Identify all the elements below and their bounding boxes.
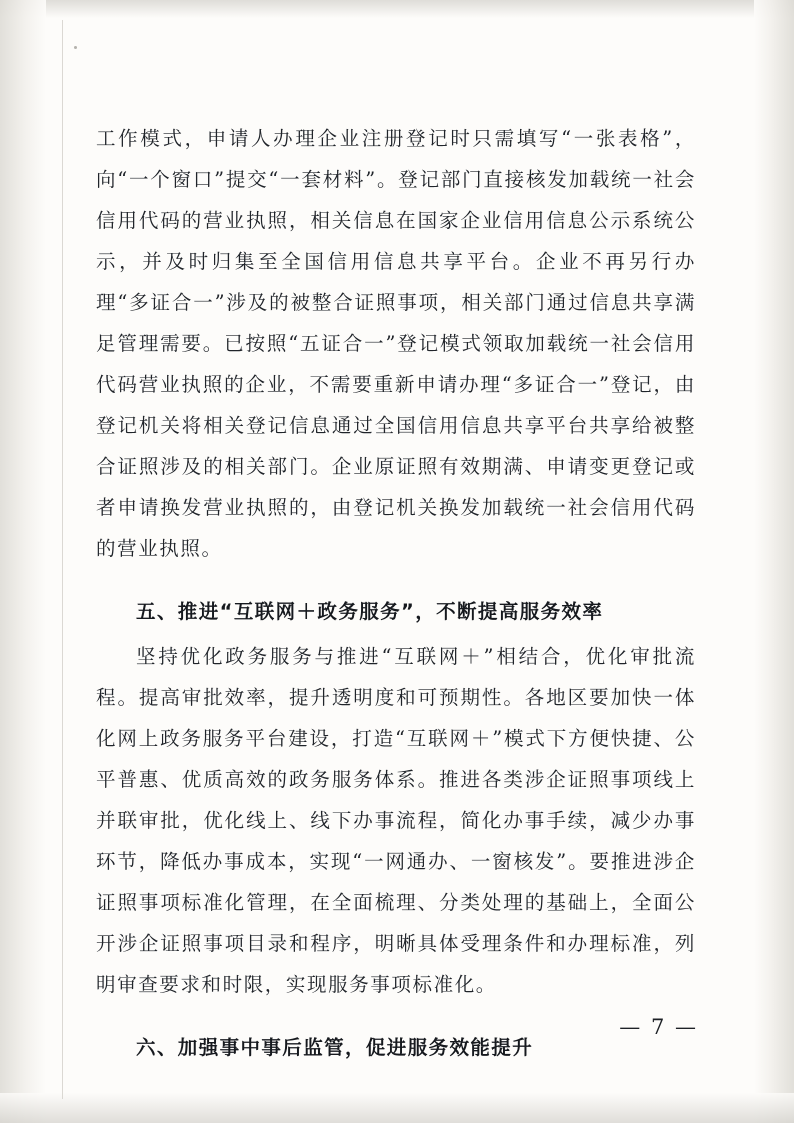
paragraph-section-five: 坚持优化政务服务与推进“互联网＋”相结合，优化审批流程。提高审批效率，提升透明度和可预期性。各地区要加快一体化网上政务服务平台建设，打造“互联网＋”模式下方便快捷、公平普惠、优质高效的政务服务体系。推进各类涉企证照事项线上并联审批，优化线上、线下办事流程，简化办事手续，减少办事环节，降低办事成本，实现“一网通办、一窗核发”。要推进涉企证照事项标准化管理，在全面梳理、分类处理的基础上，全面公开涉企证照事项目录和程序，明晰具体受理条件和办理标准，列明审查要求和时限，实现服务事项标准化。: [96, 645, 696, 996]
paragraph-spacer: [96, 569, 696, 575]
section-heading-five: 五、推进“互联网＋政务服务”，不断提高服务效率: [136, 600, 604, 623]
document-body: [96, 118, 696, 1072]
section-heading-six: 六、加强事中事后监管，促进服务效能提升: [136, 1036, 534, 1059]
paragraph-spacer: [96, 1005, 696, 1011]
scan-edge-left: [0, 0, 46, 1123]
page-fold-line: [62, 20, 63, 1099]
scan-edge-right: [754, 0, 794, 1123]
page-number: — 7 —: [619, 1015, 698, 1039]
scan-speck: [74, 46, 77, 49]
scan-edge-bottom: [0, 1093, 794, 1123]
scan-edge-top: [0, 0, 794, 18]
paragraph-continuation: 工作模式，申请人办理企业注册登记时只需填写“一张表格”，向“一个窗口”提交“一套材料”。登记部门直接核发加载统一社会信用代码的营业执照，相关信息在国家企业信用信息公示系统公示，并及时归集至全国信用信息共享平台。企业不再另行办理“多证合一”涉及的被整合证照事项，相关部门通过信息共享满足管理需要。已按照“五证合一”登记模式领取加载统一社会信用代码营业执照的企业，不需要重新申请办理“多证合一”登记，由登记机关将相关登记信息通过全国信用信息共享平台共享给被整合证照涉及的相关部门。企业原证照有效期满、申请变更登记或者申请换发营业执照的，由登记机关换发加载统一社会信用代码的营业执照。: [96, 127, 696, 560]
